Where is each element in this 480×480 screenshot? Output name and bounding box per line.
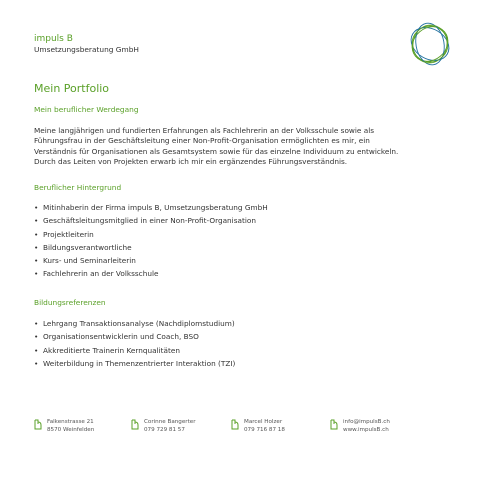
brand-name: impuls B	[34, 34, 73, 44]
list-item: • Akkreditierte Trainerin Kernqualitäten	[34, 344, 235, 357]
paragraph-line: Durch das Leiten von Projekten erwarb ich mir ein ergänzendes Führungsverständnis.	[34, 156, 348, 166]
phone-leaf-icon	[34, 419, 42, 431]
list-item: • Lehrgang Transaktionsanalyse (Nachdiplomstudium)	[34, 317, 235, 330]
hintergrund-list	[34, 201, 268, 281]
list-item: • Fachlehrerin an der Volksschule	[34, 267, 268, 280]
bullet: •	[34, 319, 39, 328]
bullet: •	[34, 242, 39, 252]
list-item: • Geschäftsleitungsmitglied in einer Non-Profit-Organisation	[34, 214, 268, 227]
werdegang-paragraph	[34, 126, 454, 167]
phone-leaf-icon	[330, 419, 338, 431]
list-item: • Projektleiterin	[34, 228, 268, 241]
paragraph-line: Meine langjährigen und fundierten Erfahrungen als Fachlehrerin an der Volksschule sowie als	[34, 126, 375, 135]
impuls-b-logo-icon	[406, 20, 454, 68]
section-heading-hintergrund: Beruflicher Hintergrund	[34, 183, 122, 192]
footer-line: Marcel Holzer	[244, 419, 283, 425]
section-heading-werdegang: Mein beruflicher Werdegang	[34, 105, 139, 114]
bullet: •	[34, 216, 39, 226]
brand-block	[34, 34, 139, 55]
bullet: •	[34, 345, 39, 355]
bullet: •	[34, 229, 39, 239]
footer-line: 079 716 87 18	[244, 427, 285, 433]
brand-subtitle: Umsetzungsberatung GmbH	[34, 45, 139, 54]
paragraph-line: Führungsfrau in der Geschäftsleitung einer Non-Profit-Organisation ermöglichten es mir, ein	[34, 136, 370, 146]
list-item: • Weiterbildung in Themenzentrierter Interaktion (TZI)	[34, 357, 235, 370]
bullet: •	[34, 332, 39, 342]
referenzen-list	[34, 317, 235, 370]
paragraph-line: Verständnis für Organisationen als Gesamtsystem sowie für das einzelne Individuum zu entwickeln.	[34, 146, 399, 156]
footer-line: 8570 Weinfelden	[47, 427, 95, 433]
section-heading-referenzen: Bildungsreferenzen	[34, 298, 106, 307]
footer-line: Corinne Bangerter	[144, 419, 196, 425]
footer-website-link[interactable]: www.impulsB.ch	[343, 427, 389, 433]
footer-email-link[interactable]: info@impulsB.ch	[343, 419, 390, 425]
page-title: Mein Portfolio	[34, 82, 110, 95]
list-item: • Mitinhaberin der Firma impuls B, Umsetzungsberatung GmbH	[34, 201, 268, 214]
bullet: •	[34, 358, 39, 368]
list-item: • Kurs- und Seminarleiterin	[34, 254, 268, 267]
footer-line: 079 729 81 57	[144, 427, 185, 433]
bullet: •	[34, 256, 39, 266]
list-item: • Organisationsentwicklerin und Coach, BSO	[34, 330, 235, 343]
bullet: •	[34, 269, 39, 279]
footer-line: Falkenstrasse 21	[47, 419, 94, 425]
bullet: •	[34, 203, 39, 212]
list-item: • Bildungsverantwortliche	[34, 241, 268, 254]
phone-leaf-icon	[231, 419, 239, 431]
phone-leaf-icon	[131, 419, 139, 431]
